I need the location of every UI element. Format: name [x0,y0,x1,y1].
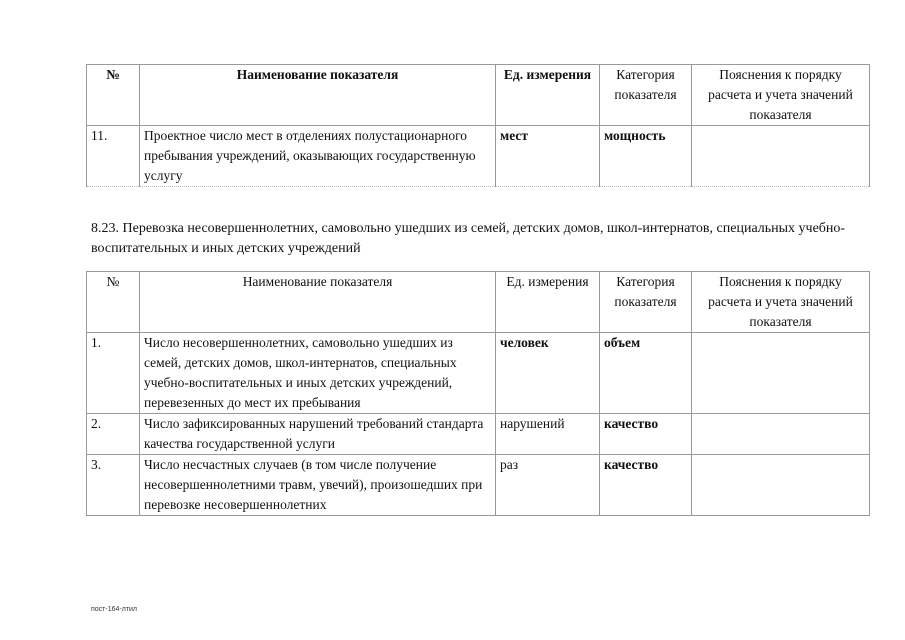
row-name: Проектное число мест в отделениях полустационарного пребывания учреждений, оказывающих государственную услугу [140,126,496,187]
table-header-row [87,65,870,126]
header-category: Категория показателя [600,65,692,126]
header-num: № [87,272,140,333]
row-category: качество [600,455,692,516]
row-category: качество [600,414,692,455]
indicators-table-2 [86,271,870,516]
row-unit: раз [496,455,600,516]
row-category: мощность [600,126,692,187]
row-unit: нарушений [496,414,600,455]
indicators-table-1 [86,64,870,187]
row-name: Число несовершеннолетних, самовольно ушедших из семей, детских домов, школ-интернатов, специальных учебно-воспитательных и иных детских учреждений, перевезенных до мест их пребывания [140,333,496,414]
row-explanation [692,455,870,516]
footer-code: пост-164-лтил [91,606,138,613]
header-explanation: Пояснения к порядку расчета и учета значений показателя [692,65,870,126]
table-header-row [87,272,870,333]
row-num: 11. [87,126,140,187]
row-explanation [692,333,870,414]
table-row [87,126,870,187]
row-name: Число несчастных случаев (в том числе получение несовершеннолетними травм, увечий), произошедших при перевозке несовершеннолетних [140,455,496,516]
table-row [87,414,870,455]
row-name: Число зафиксированных нарушений требований стандарта качества государственной услуги [140,414,496,455]
header-unit: Ед. измерения [496,65,600,126]
row-unit: человек [496,333,600,414]
row-num: 3. [87,455,140,516]
row-explanation [692,126,870,187]
header-category: Категория показателя [600,272,692,333]
row-category: объем [600,333,692,414]
section-title: 8.23. Перевозка несовершеннолетних, самовольно ушедших из семей, детских домов, школ-интернатов, специальных учебно-воспитательных и иных детских учреждений [91,221,846,256]
row-explanation [692,414,870,455]
table-row [87,333,870,414]
header-name: Наименование показателя [140,65,496,126]
header-explanation: Пояснения к порядку расчета и учета значений показателя [692,272,870,333]
row-num: 1. [87,333,140,414]
header-num: № [87,65,140,126]
header-unit: Ед. измерения [496,272,600,333]
table-row [87,455,870,516]
row-unit: мест [496,126,600,187]
row-num: 2. [87,414,140,455]
header-name: Наименование показателя [140,272,496,333]
